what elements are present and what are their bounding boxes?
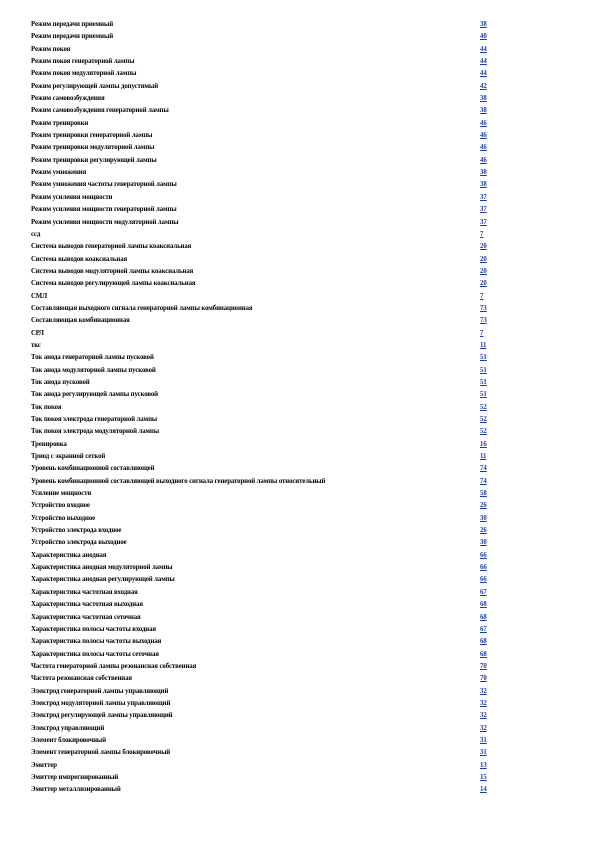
page-number-link[interactable]: 52: [480, 428, 487, 436]
page-number-link[interactable]: 66: [480, 576, 487, 584]
index-entry: [31, 365, 491, 377]
index-term: Электрод управляющий: [31, 724, 105, 732]
page-number-link[interactable]: 44: [480, 58, 487, 66]
index-entry: [31, 118, 491, 130]
index-term: СРЛ: [31, 329, 44, 337]
page-number-link[interactable]: 37: [480, 206, 487, 214]
index-term: Режим усиления мощности: [31, 193, 113, 201]
index-term: Режим усиления мощности генераторной лампы: [31, 206, 177, 214]
page-number-link[interactable]: 26: [480, 502, 487, 510]
index-entry: [31, 167, 491, 179]
index-entry: [31, 31, 491, 43]
index-term: Эмиттер импрегнированный: [31, 773, 119, 781]
index-entry: [31, 698, 491, 710]
index-entry: [31, 179, 491, 191]
index-term: Ток анода модуляторной лампы пусковой: [31, 366, 156, 374]
index-entry: [31, 747, 491, 759]
page-number-link[interactable]: 13: [480, 761, 487, 769]
index-term: Частота генераторной лампы резонансная собственная: [31, 662, 197, 670]
page-number-link[interactable]: 70: [480, 662, 487, 670]
index-entry: [31, 266, 491, 278]
page-number-link[interactable]: 38: [480, 169, 487, 177]
index-term: Система выводов регулирующей лампы коаксиальная: [31, 280, 196, 288]
index-entry: [31, 500, 491, 512]
page-number-link[interactable]: 58: [480, 490, 487, 498]
index-entry: [31, 636, 491, 648]
index-entry: [31, 426, 491, 438]
page-number-link[interactable]: 20: [480, 280, 487, 288]
index-entry: [31, 278, 491, 290]
index-term: Эмиттер: [31, 761, 57, 769]
page-number-link[interactable]: 38: [480, 21, 487, 28]
index-term: Режим усиления мощности модуляторной лампы: [31, 218, 179, 226]
index-entry: [31, 772, 491, 784]
index-entry: [31, 673, 491, 685]
page-number-link[interactable]: 31: [480, 749, 487, 757]
index-entry: [31, 303, 491, 315]
page-number-link[interactable]: 46: [480, 156, 487, 164]
page-number-link[interactable]: 32: [480, 687, 487, 695]
page-number-link[interactable]: 66: [480, 564, 487, 572]
index-term: Ток покоя электрода генераторной лампы: [31, 416, 158, 423]
index-term: Элемент генераторной лампы блокировочный: [31, 749, 171, 757]
index-term: Составляющая выходного сигнала генераторной лампы комбинационная: [31, 304, 253, 312]
index-entry: [31, 328, 491, 340]
index-term: Уровень комбинационной составляющей выходного сигнала генераторной лампы относительный: [31, 477, 326, 485]
index-entry: [31, 574, 491, 586]
index-term: Ток анода генераторной лампы пусковой: [31, 354, 154, 362]
index-entry: [31, 661, 491, 673]
page-number-link[interactable]: 40: [480, 33, 487, 41]
page-number-link[interactable]: 44: [480, 70, 487, 78]
page-number-link[interactable]: 52: [480, 403, 487, 411]
page-number-link[interactable]: 32: [480, 699, 487, 707]
page-number-link[interactable]: 16: [480, 440, 487, 448]
index-term: Режим самовозбуждения генераторной лампы: [31, 107, 169, 115]
index-entry: [31, 599, 491, 611]
index-term: ссд: [31, 230, 41, 238]
index-entry: [31, 217, 491, 229]
index-term: Режим покоя генераторной лампы: [31, 58, 135, 66]
page-number-link[interactable]: 52: [480, 416, 487, 423]
index-entry: [31, 155, 491, 167]
index-term: Характеристика частотная сеточная: [31, 613, 141, 621]
index-entry: [31, 68, 491, 80]
index-term: Характеристика анодная регулирующей лампы: [31, 576, 175, 584]
index-term: Ток покоя: [31, 403, 62, 411]
page-number-link[interactable]: 20: [480, 243, 487, 251]
index-entry: [31, 56, 491, 68]
page-number-link[interactable]: 30: [480, 514, 487, 522]
index-entry: [31, 81, 491, 93]
page-number-link[interactable]: 46: [480, 119, 487, 127]
index-term: СМЛ: [31, 292, 48, 300]
index-entry: [31, 612, 491, 624]
page-number-link[interactable]: 51: [480, 391, 487, 399]
page-number-link[interactable]: 66: [480, 551, 487, 559]
index-term: Электрод модуляторной лампы управляющий: [31, 699, 171, 707]
index-term: Режим передачи приемный: [31, 33, 114, 41]
index-entry: [31, 402, 491, 414]
index-term: Режим самовозбуждения: [31, 95, 105, 103]
page-number-link[interactable]: 37: [480, 193, 487, 201]
index-term: Ток анода регулирующей лампы пусковой: [31, 391, 158, 399]
index-term: Устройство входное: [31, 502, 90, 510]
page-number-link[interactable]: 46: [480, 144, 487, 152]
page-number-link[interactable]: 7: [480, 292, 484, 300]
index-term: Режим покоя: [31, 45, 71, 53]
page-number-link[interactable]: 67: [480, 588, 487, 596]
index-term: Элемент блокировочный: [31, 736, 106, 744]
page-number-link[interactable]: 68: [480, 638, 487, 646]
page-number-link[interactable]: 38: [480, 107, 487, 115]
page-number-link[interactable]: 15: [480, 773, 487, 781]
index-entry: [31, 105, 491, 117]
index-term: Тренировка: [31, 440, 67, 448]
page-number-link[interactable]: 38: [480, 95, 487, 103]
index-term: ткс: [31, 341, 41, 349]
index-entry: [31, 130, 491, 142]
index-term: Режим умножения: [31, 169, 87, 177]
index-term: Система выводов генераторной лампы коаксиальная: [31, 243, 192, 251]
index-entry: [31, 44, 491, 56]
page-number-link[interactable]: 11: [480, 341, 487, 349]
index-entry: [31, 315, 491, 327]
index-term: Режим покоя модуляторной лампы: [31, 70, 137, 78]
page-number-link[interactable]: 74: [480, 465, 487, 473]
index-entry: [31, 562, 491, 574]
index-entry: [31, 463, 491, 475]
index-entry: [31, 439, 491, 451]
subject-index-list: [31, 19, 491, 797]
index-term: Ток анода пусковой: [31, 378, 90, 386]
index-entry: [31, 93, 491, 105]
index-entry: [31, 710, 491, 722]
index-term: Частота резонансная собственная: [31, 675, 132, 683]
index-entry: [31, 377, 491, 389]
index-entry: [31, 291, 491, 303]
page-number-link[interactable]: 7: [480, 230, 484, 238]
index-entry: [31, 19, 491, 31]
page-number-link[interactable]: 51: [480, 378, 487, 386]
index-entry: [31, 760, 491, 772]
index-entry: [31, 352, 491, 364]
index-entry: [31, 550, 491, 562]
index-term: Эмиттер металлизированный: [31, 786, 121, 794]
page-number-link[interactable]: 68: [480, 650, 487, 658]
index-entry: [31, 624, 491, 636]
index-entry: [31, 192, 491, 204]
index-term: Характеристика анодная модуляторной лампы: [31, 564, 173, 572]
index-term: Триод с экранной сеткой: [31, 453, 106, 461]
index-entry: [31, 229, 491, 241]
page-number-link[interactable]: 68: [480, 601, 487, 609]
index-term: Режим тренировки модуляторной лампы: [31, 144, 155, 152]
index-term: Устройство выходное: [31, 514, 96, 522]
index-term: Характеристика полосы частоты сеточная: [31, 650, 159, 658]
page-number-link[interactable]: 67: [480, 625, 487, 633]
index-term: Ток покоя электрода модуляторной лампы: [31, 428, 160, 436]
index-entry: [31, 784, 491, 796]
page-number-link[interactable]: 37: [480, 218, 487, 226]
index-term: Режим умножения частоты генераторной лампы: [31, 181, 177, 189]
index-entry: [31, 142, 491, 154]
page-number-link[interactable]: 74: [480, 477, 487, 485]
index-term: Электрод генераторной лампы управляющий: [31, 687, 169, 695]
page-number-link[interactable]: 51: [480, 366, 487, 374]
page-number-link[interactable]: 32: [480, 712, 487, 720]
index-entry: [31, 254, 491, 266]
page-number-link[interactable]: 20: [480, 267, 487, 275]
index-term: Система выводов коаксиальная: [31, 255, 128, 263]
page-number-link[interactable]: 26: [480, 527, 487, 535]
index-term: Режим тренировки регулирующей лампы: [31, 156, 157, 164]
index-entry: [31, 735, 491, 747]
index-entry: [31, 513, 491, 525]
index-term: Характеристика полосы частоты входная: [31, 625, 156, 633]
page-number-link[interactable]: 68: [480, 613, 487, 621]
index-term: Система выводов модуляторной лампы коаксиальная: [31, 267, 194, 275]
index-term: Режим передачи приемный: [31, 21, 114, 28]
index-entry: [31, 488, 491, 500]
index-term: Характеристика полосы частоты выходная: [31, 638, 162, 646]
index-entry: [31, 241, 491, 253]
index-term: Характеристика частотная выходная: [31, 601, 143, 609]
index-term: Характеристика частотная входная: [31, 588, 138, 596]
index-term: Уровень комбинационной составляющей: [31, 465, 155, 473]
page-number-link[interactable]: 11: [480, 453, 487, 461]
index-entry: [31, 587, 491, 599]
index-entry: [31, 451, 491, 463]
page-number-link[interactable]: 46: [480, 132, 487, 140]
index-term: Режим регулирующей лампы допустимый: [31, 82, 159, 90]
page-number-link[interactable]: 73: [480, 317, 487, 325]
index-entry: [31, 525, 491, 537]
index-term: Составляющая комбинационная: [31, 317, 130, 325]
page-number-link[interactable]: 30: [480, 539, 487, 547]
index-entry: [31, 723, 491, 735]
page-number-link[interactable]: 70: [480, 675, 487, 683]
index-term: Режим тренировки: [31, 119, 89, 127]
page-number-link[interactable]: 32: [480, 724, 487, 732]
index-term: Режим тренировки генераторной лампы: [31, 132, 153, 140]
page-number-link[interactable]: 42: [480, 82, 487, 90]
page-number-link[interactable]: 7: [480, 329, 484, 337]
index-entry: [31, 340, 491, 352]
page-number-link[interactable]: 31: [480, 736, 487, 744]
index-term: Характеристика анодная: [31, 551, 107, 559]
index-term: Электрод регулирующей лампы управляющий: [31, 712, 173, 720]
page-number-link[interactable]: 38: [480, 181, 487, 189]
index-entry: [31, 414, 491, 426]
index-entry: [31, 537, 491, 549]
page-number-link[interactable]: 73: [480, 304, 487, 312]
index-term: Устройство электрода выходное: [31, 539, 127, 547]
page-number-link[interactable]: 44: [480, 45, 487, 53]
index-entry: [31, 204, 491, 216]
index-entry: [31, 686, 491, 698]
page-number-link[interactable]: 14: [480, 786, 487, 794]
index-term: Усиление мощности: [31, 490, 92, 498]
index-entry: [31, 649, 491, 661]
index-entry: [31, 476, 491, 488]
page-number-link[interactable]: 51: [480, 354, 487, 362]
page-number-link[interactable]: 20: [480, 255, 487, 263]
index-term: Устройство электрода входное: [31, 527, 122, 535]
index-entry: [31, 389, 491, 401]
